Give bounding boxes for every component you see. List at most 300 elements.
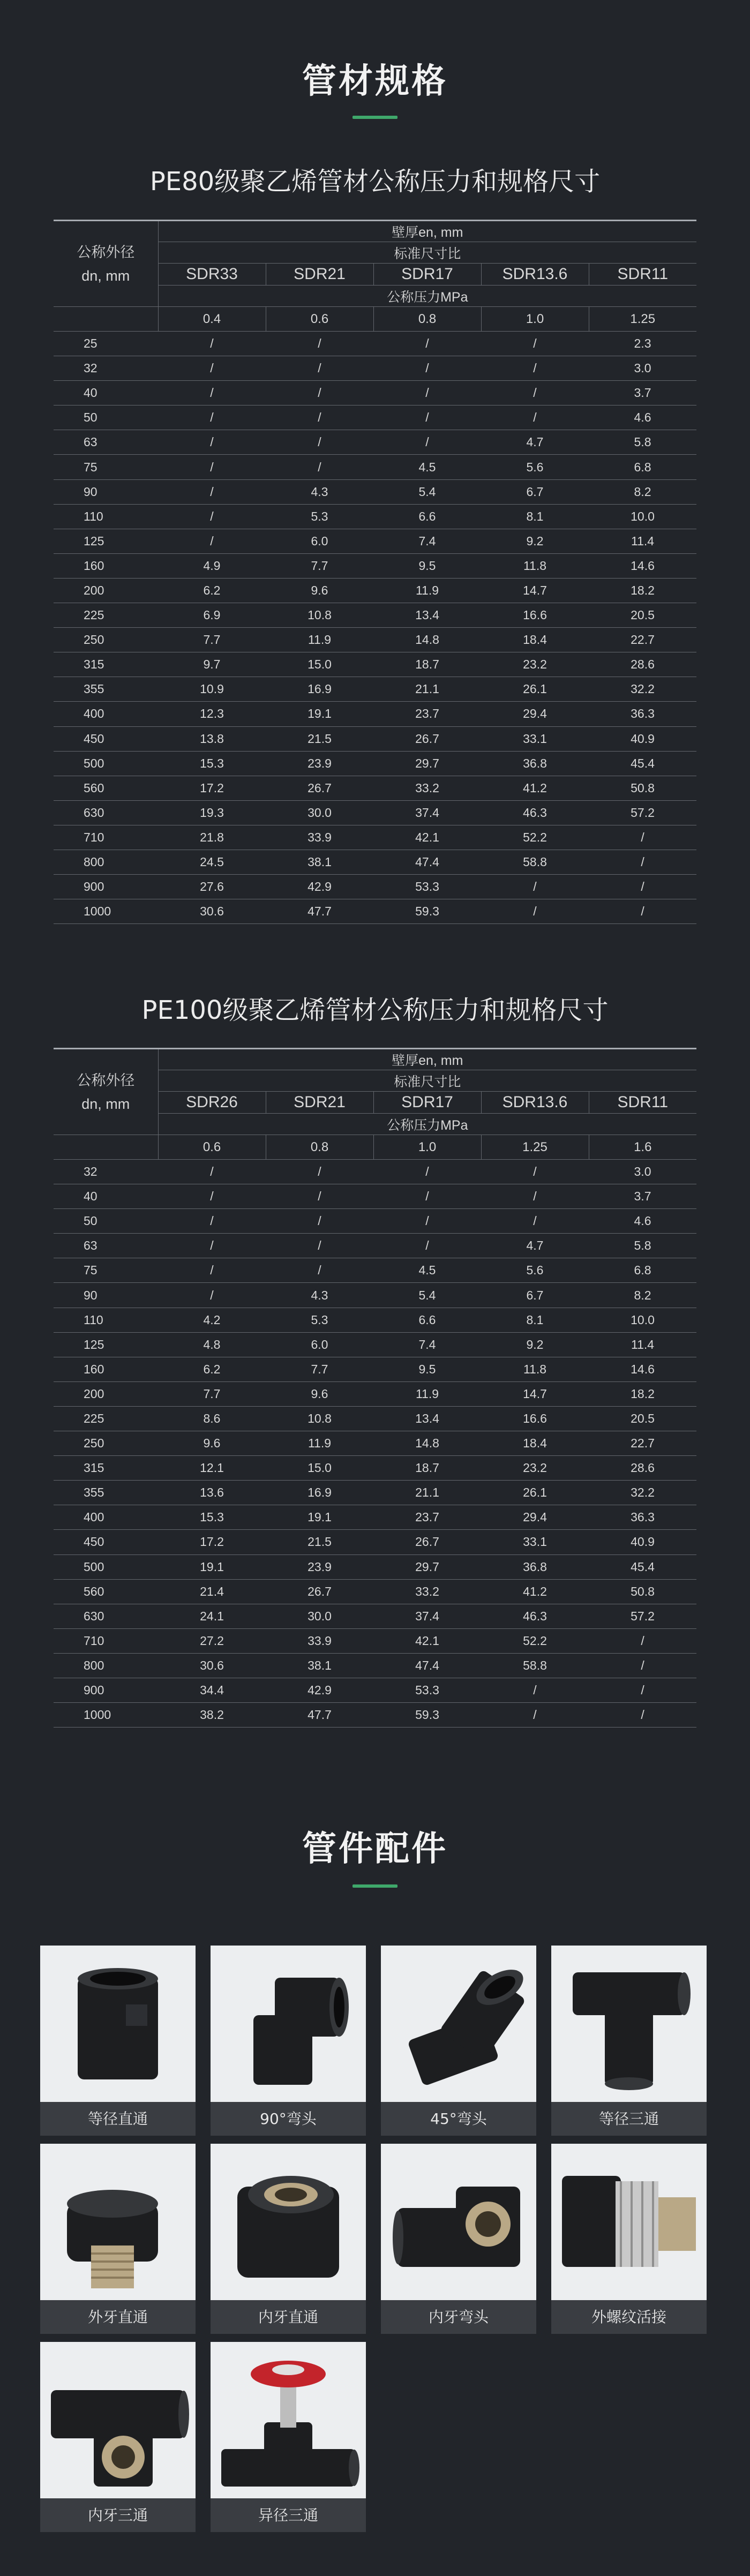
table-cell: / (158, 356, 266, 381)
table-cell: 52.2 (481, 1628, 589, 1653)
table-cell: 42.1 (373, 1628, 481, 1653)
table-row (54, 1653, 696, 1678)
table-cell: / (266, 1258, 373, 1283)
table-cell: 3.0 (589, 356, 696, 381)
table-cell: 28.6 (589, 1456, 696, 1481)
table-cell: 5.8 (589, 430, 696, 455)
table-cell: 5.4 (373, 1283, 481, 1308)
table-row (54, 430, 696, 455)
table-row (54, 479, 696, 504)
table-cell: 59.3 (373, 899, 481, 924)
table-cell: 32.2 (589, 1481, 696, 1505)
fitting-label: 外牙直通 (87, 2308, 148, 2326)
table-cell: 26.7 (373, 726, 481, 751)
table-cell: 315 (54, 652, 158, 677)
table-row (54, 603, 696, 628)
table-cell: 500 (54, 751, 158, 776)
table-cell: 250 (54, 1431, 158, 1456)
table-cell: 17.2 (158, 1530, 266, 1554)
male-thread-union-icon (551, 2144, 707, 2300)
table-cell: 19.1 (266, 1505, 373, 1530)
table-cell: 38.1 (266, 1653, 373, 1678)
table-cell: 40 (54, 1184, 158, 1209)
table-cell: / (589, 825, 696, 850)
fitting-card[interactable] (551, 2144, 707, 2334)
table-cell: 29.4 (481, 702, 589, 726)
table-row (54, 1628, 696, 1653)
female-thread-coupling-icon (211, 2144, 366, 2300)
pressure-cell: 1.25 (589, 307, 696, 332)
table-cell: / (158, 1258, 266, 1283)
tee-icon (551, 1946, 707, 2102)
table-cell: 14.8 (373, 1431, 481, 1456)
table-cell: 52.2 (481, 825, 589, 850)
table-cell: / (266, 430, 373, 455)
table-cell: 14.8 (373, 628, 481, 652)
table-cell: 47.7 (266, 899, 373, 924)
table-cell: / (481, 1678, 589, 1702)
fitting-label: 内牙三通 (87, 2506, 148, 2524)
table-cell: 30.0 (266, 1604, 373, 1628)
straight-coupling-icon (40, 1946, 196, 2102)
pressure-cell: 1.0 (373, 1135, 481, 1160)
table-cell: 900 (54, 875, 158, 899)
table-cell: 6.0 (266, 1332, 373, 1357)
table-title-pe80: PE80级聚乙烯管材公称压力和规格尺寸 (149, 167, 601, 197)
table-cell: 32 (54, 1160, 158, 1184)
table-cell: 12.3 (158, 702, 266, 726)
table-cell: 29.4 (481, 1505, 589, 1530)
table-cell: 30.6 (158, 899, 266, 924)
table-cell: 42.9 (266, 875, 373, 899)
table-cell: 5.4 (373, 479, 481, 504)
table-cell: 13.4 (373, 1406, 481, 1431)
table-cell: 225 (54, 1406, 158, 1431)
table-cell: / (266, 381, 373, 405)
table-cell: 6.7 (481, 1283, 589, 1308)
sdr-header-cell: SDR11 (589, 264, 696, 286)
fitting-label: 等径三通 (598, 2110, 659, 2128)
header-outer-diameter (54, 1049, 158, 1135)
table-cell: 21.5 (266, 726, 373, 751)
table-row (54, 1160, 696, 1184)
table-cell: 50 (54, 1209, 158, 1234)
table-cell: 27.6 (158, 875, 266, 899)
spec-table (54, 1048, 696, 1728)
table-cell: 47.4 (373, 1653, 481, 1678)
table-cell: 3.7 (589, 381, 696, 405)
table-row (54, 504, 696, 529)
table-cell: 3.7 (589, 1184, 696, 1209)
table-cell: 6.6 (373, 1308, 481, 1332)
table-cell: 38.2 (158, 1703, 266, 1728)
table-cell: 200 (54, 578, 158, 603)
table-cell: 47.4 (373, 850, 481, 874)
table-cell: / (266, 1234, 373, 1258)
table-row (54, 875, 696, 899)
table-cell: 90 (54, 1283, 158, 1308)
table-cell: 4.5 (373, 1258, 481, 1283)
table-cell: 18.4 (481, 1431, 589, 1456)
table-cell: 4.7 (481, 1234, 589, 1258)
table-cell: 400 (54, 1505, 158, 1530)
female-thread-tee-icon (40, 2342, 196, 2498)
table-cell: 13.8 (158, 726, 266, 751)
table-row (54, 578, 696, 603)
table-cell: / (158, 430, 266, 455)
table-cell: / (481, 1703, 589, 1728)
table-cell: 36.3 (589, 702, 696, 726)
table-cell: 450 (54, 726, 158, 751)
table-cell: / (481, 356, 589, 381)
table-cell: 200 (54, 1381, 158, 1406)
table-cell: / (373, 1209, 481, 1234)
fitting-card[interactable] (40, 1946, 196, 2136)
table-cell: / (589, 850, 696, 874)
table-cell: 14.6 (589, 553, 696, 578)
table-row (54, 1234, 696, 1258)
fitting-card[interactable] (211, 1946, 366, 2136)
table-cell: 58.8 (481, 850, 589, 874)
table-cell: 16.9 (266, 677, 373, 702)
table-row (54, 1258, 696, 1283)
table-cell: / (373, 1234, 481, 1258)
table-cell: 57.2 (589, 1604, 696, 1628)
title-accent-bar (352, 1884, 398, 1888)
table-row (54, 332, 696, 356)
table-cell: 110 (54, 504, 158, 529)
valve-icon (211, 2342, 366, 2498)
table-cell: 11.8 (481, 553, 589, 578)
sdr-header-cell: SDR13.6 (481, 1092, 589, 1114)
table-cell: 710 (54, 1628, 158, 1653)
header-outer-diameter-label: 公称外径 dn, mm (77, 244, 135, 284)
table-cell: 8.2 (589, 479, 696, 504)
table-row (54, 1678, 696, 1702)
table-cell: / (266, 1184, 373, 1209)
table-cell: 7.7 (158, 1381, 266, 1406)
header-wall-thickness: 壁厚en, mm (158, 1049, 696, 1070)
table-cell: 16.6 (481, 1406, 589, 1431)
table-cell: 40.9 (589, 1530, 696, 1554)
table-cell: 46.3 (481, 800, 589, 825)
table-cell: 7.7 (266, 553, 373, 578)
table-cell: 41.2 (481, 1579, 589, 1604)
table-row (54, 1283, 696, 1308)
table-cell: 47.7 (266, 1703, 373, 1728)
pressure-row-blank (54, 307, 158, 332)
table-cell: / (373, 1160, 481, 1184)
table-cell: 5.6 (481, 1258, 589, 1283)
table-row (54, 751, 696, 776)
table-row (54, 529, 696, 553)
fitting-image (551, 2144, 707, 2300)
table-cell: 6.6 (373, 504, 481, 529)
fitting-image (211, 1946, 366, 2102)
table-cell: 32 (54, 356, 158, 381)
table-cell: 1000 (54, 1703, 158, 1728)
table-cell: / (158, 405, 266, 430)
table-cell: 25 (54, 332, 158, 356)
table-cell: 560 (54, 1579, 158, 1604)
table-cell: 12.1 (158, 1456, 266, 1481)
sdr-header-cell: SDR33 (158, 264, 266, 286)
table-cell: 6.0 (266, 529, 373, 553)
table-cell: 710 (54, 825, 158, 850)
table-cell: / (158, 1209, 266, 1234)
table-cell: 355 (54, 677, 158, 702)
table-row (54, 899, 696, 924)
table-row (54, 1406, 696, 1431)
male-thread-coupling-icon (40, 2144, 196, 2300)
table-cell: / (158, 381, 266, 405)
female-thread-elbow-icon (381, 2144, 536, 2300)
table-cell: 7.4 (373, 529, 481, 553)
table-cell: 250 (54, 628, 158, 652)
table-cell: 17.2 (158, 776, 266, 800)
table-cell: 4.7 (481, 430, 589, 455)
table-cell: 42.9 (266, 1678, 373, 1702)
table-cell: 22.7 (589, 1431, 696, 1456)
table-cell: 11.4 (589, 1332, 696, 1357)
fitting-card[interactable] (211, 2342, 366, 2532)
table-cell: / (589, 1703, 696, 1728)
table-row (54, 553, 696, 578)
table-cell: 14.7 (481, 578, 589, 603)
table-row (54, 455, 696, 479)
table-cell: 4.6 (589, 405, 696, 430)
table-cell: 33.1 (481, 1530, 589, 1554)
table-cell: 1000 (54, 899, 158, 924)
table-row (54, 1332, 696, 1357)
table-row (54, 1530, 696, 1554)
fitting-card[interactable] (40, 2144, 196, 2334)
table-row (54, 1505, 696, 1530)
table-cell: 7.7 (266, 1357, 373, 1381)
table-cell: 5.8 (589, 1234, 696, 1258)
table-cell: 29.7 (373, 1554, 481, 1579)
table-cell: / (158, 479, 266, 504)
elbow-90-icon (211, 1946, 366, 2102)
table-row (54, 1381, 696, 1406)
table-row (54, 381, 696, 405)
table-cell: 90 (54, 479, 158, 504)
table-cell: 26.1 (481, 1481, 589, 1505)
table-cell: 29.7 (373, 751, 481, 776)
table-cell: / (266, 1160, 373, 1184)
table-cell: 800 (54, 1653, 158, 1678)
table-row (54, 702, 696, 726)
table-cell: / (481, 1184, 589, 1209)
table-cell: 10.8 (266, 603, 373, 628)
table-cell: 15.0 (266, 652, 373, 677)
table-cell: / (266, 1209, 373, 1234)
table-cell: 26.7 (266, 1579, 373, 1604)
table-cell: 3.0 (589, 1160, 696, 1184)
fitting-card[interactable] (40, 2342, 196, 2532)
header-outer-diameter-label: 公称外径 dn, mm (77, 1072, 135, 1112)
table-cell: 14.6 (589, 1357, 696, 1381)
pressure-cell: 1.25 (481, 1135, 589, 1160)
table-cell: 23.2 (481, 652, 589, 677)
table-cell: / (481, 899, 589, 924)
table-cell: 8.1 (481, 504, 589, 529)
table-cell: 6.9 (158, 603, 266, 628)
table-cell: 75 (54, 455, 158, 479)
table-cell: 4.8 (158, 1332, 266, 1357)
table-cell: 40 (54, 381, 158, 405)
fitting-label: 异径三通 (258, 2506, 318, 2524)
table-cell: / (373, 430, 481, 455)
table-cell: 53.3 (373, 1678, 481, 1702)
table-cell: 315 (54, 1456, 158, 1481)
table-cell: 26.7 (373, 1530, 481, 1554)
table-row (54, 1308, 696, 1332)
header-sdr: 标准尺寸比 (158, 242, 696, 264)
fitting-card[interactable] (551, 1946, 707, 2136)
table-cell: 5.6 (481, 455, 589, 479)
table-cell: 26.7 (266, 776, 373, 800)
table-cell: 5.3 (266, 1308, 373, 1332)
sdr-header-cell: SDR13.6 (481, 264, 589, 286)
pressure-cell: 0.4 (158, 307, 266, 332)
table-cell: 15.3 (158, 751, 266, 776)
table-cell: / (158, 504, 266, 529)
table-cell: / (481, 381, 589, 405)
table-cell: 10.0 (589, 504, 696, 529)
table-cell: / (589, 1653, 696, 1678)
table-cell: 18.4 (481, 628, 589, 652)
table-cell: 21.4 (158, 1579, 266, 1604)
table-cell: / (589, 899, 696, 924)
table-cell: 500 (54, 1554, 158, 1579)
table-cell: 21.1 (373, 1481, 481, 1505)
table-cell: 7.7 (158, 628, 266, 652)
table-cell: 30.0 (266, 800, 373, 825)
table-row (54, 850, 696, 874)
table-cell: / (158, 455, 266, 479)
fitting-image (40, 1946, 196, 2102)
table-cell: 33.9 (266, 1628, 373, 1653)
table-cell: 10.9 (158, 677, 266, 702)
table-cell: 9.2 (481, 1332, 589, 1357)
table-row (54, 628, 696, 652)
table-cell: 11.4 (589, 529, 696, 553)
table-row (54, 1431, 696, 1456)
table-row (54, 1357, 696, 1381)
table-cell: 9.6 (158, 1431, 266, 1456)
fitting-card[interactable] (381, 1946, 536, 2136)
table-cell: 9.6 (266, 1381, 373, 1406)
table-cell: 4.5 (373, 455, 481, 479)
table-cell: 36.8 (481, 751, 589, 776)
table-cell: 8.1 (481, 1308, 589, 1332)
table-cell: / (266, 332, 373, 356)
table-cell: 57.2 (589, 800, 696, 825)
table-cell: 18.2 (589, 1381, 696, 1406)
table-cell: 15.3 (158, 1505, 266, 1530)
table-cell: 30.6 (158, 1653, 266, 1678)
table-cell: 160 (54, 553, 158, 578)
table-cell: / (589, 1678, 696, 1702)
table-cell: 630 (54, 1604, 158, 1628)
table-cell: 37.4 (373, 1604, 481, 1628)
table-cell: / (373, 1184, 481, 1209)
table-row (54, 726, 696, 751)
sdr-header-cell: SDR17 (373, 1092, 481, 1114)
table-cell: 4.3 (266, 479, 373, 504)
spec-table (54, 220, 696, 924)
table-cell: 18.2 (589, 578, 696, 603)
table-cell: 9.2 (481, 529, 589, 553)
table-cell: / (158, 1160, 266, 1184)
fitting-card[interactable] (381, 2144, 536, 2334)
table-cell: 36.8 (481, 1554, 589, 1579)
table-cell: 26.1 (481, 677, 589, 702)
table-cell: 6.8 (589, 455, 696, 479)
table-cell: 37.4 (373, 800, 481, 825)
table-row (54, 1579, 696, 1604)
table-cell: 32.2 (589, 677, 696, 702)
pressure-row-blank (54, 1135, 158, 1160)
table-cell: 4.2 (158, 1308, 266, 1332)
table-cell: 6.2 (158, 578, 266, 603)
table-cell: / (481, 875, 589, 899)
table-cell: 19.1 (266, 702, 373, 726)
table-cell: 41.2 (481, 776, 589, 800)
table-cell: 15.0 (266, 1456, 373, 1481)
table-cell: / (158, 1184, 266, 1209)
table-cell: 33.2 (373, 1579, 481, 1604)
table-cell: 7.4 (373, 1332, 481, 1357)
table-cell: / (481, 1209, 589, 1234)
table-cell: 59.3 (373, 1703, 481, 1728)
table-cell: / (373, 405, 481, 430)
table-cell: 14.7 (481, 1381, 589, 1406)
table-cell: 20.5 (589, 1406, 696, 1431)
pressure-cell: 0.6 (158, 1135, 266, 1160)
table-cell: / (481, 1160, 589, 1184)
table-cell: 16.9 (266, 1481, 373, 1505)
table-cell: 6.7 (481, 479, 589, 504)
table-cell: / (158, 529, 266, 553)
table-cell: / (266, 455, 373, 479)
table-cell: 18.7 (373, 1456, 481, 1481)
table-cell: 34.4 (158, 1678, 266, 1702)
table-cell: / (589, 875, 696, 899)
table-cell: 11.8 (481, 1357, 589, 1381)
table-cell: 45.4 (589, 751, 696, 776)
table-cell: 8.2 (589, 1283, 696, 1308)
table-cell: 24.1 (158, 1604, 266, 1628)
fitting-image (381, 1946, 536, 2102)
table-cell: 50 (54, 405, 158, 430)
fitting-image (40, 2144, 196, 2300)
table-cell: 560 (54, 776, 158, 800)
header-pressure: 公称压力MPa (158, 1114, 696, 1135)
table-row (54, 356, 696, 381)
table-cell: / (481, 405, 589, 430)
section-title-pipes: 管材规格 (302, 62, 448, 101)
table-cell: 21.8 (158, 825, 266, 850)
table-cell: 9.7 (158, 652, 266, 677)
fitting-card[interactable] (211, 2144, 366, 2334)
table-cell: 6.2 (158, 1357, 266, 1381)
header-outer-diameter (54, 221, 158, 307)
table-cell: 42.1 (373, 825, 481, 850)
table-row (54, 1554, 696, 1579)
table-cell: 23.9 (266, 751, 373, 776)
